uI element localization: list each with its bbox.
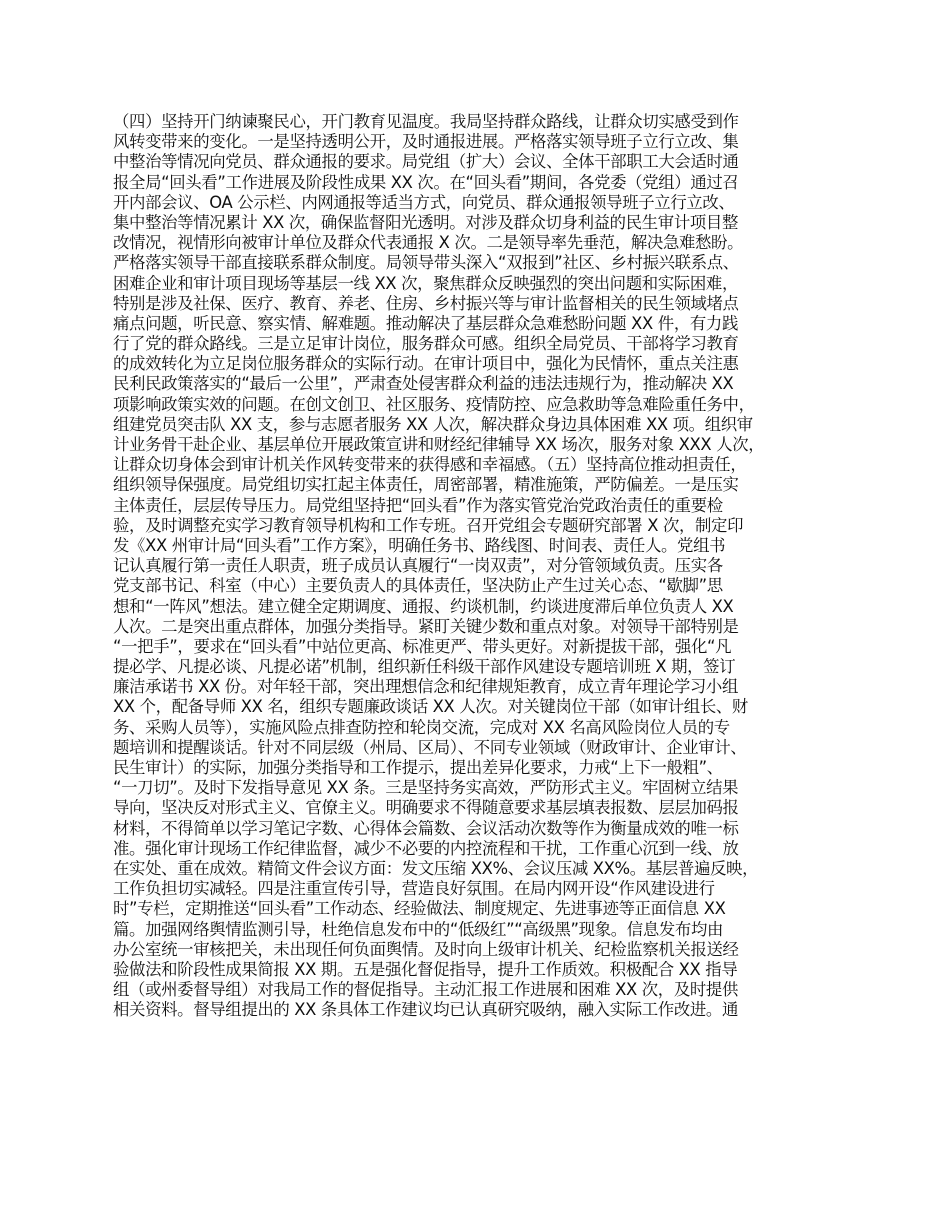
text-line: 特别是涉及社保、医疗、教育、养老、住房、乡村振兴等与审计监督相关的民生领域堵点 bbox=[113, 293, 739, 313]
text-line: 民生审计）的实际，加强分类指导和工作提示，提出差异化要求，力戒“上下一般粗”、 bbox=[113, 758, 723, 777]
text-line: 开内部会议、OA 公示栏、内网通报等适当方式，向党员、群众通报领导班子立行立改、 bbox=[113, 192, 735, 212]
text-line: 篇。加强网络舆情监测引导，杜绝信息发布中的“低级红”“高级黑”现象。信息发布均由 bbox=[113, 919, 724, 939]
text-line: 集中整治等情况累计 XX 次，确保监督阳光透明。对涉及群众切身利益的民生审计项目整 bbox=[113, 212, 738, 232]
text-line: 党支部书记、科室（中心）主要负责人的具体责任，坚决防止产生过关心态、“歇脚”思 bbox=[113, 576, 723, 596]
text-line: 的成效转化为立足岗位服务群众的实际行动。在审计项目中，强化为民情怀，重点关注惠 bbox=[113, 354, 739, 374]
text-line: 改情况，视情形向被审计单位及群众代表通报 X 次。二是领导率先垂范，解决急难愁盼。 bbox=[113, 233, 744, 253]
text-line: 民利民政策落实的“最后一公里”，严肃查处侵害群众利益的违法违规行为，推动解决 XX bbox=[113, 374, 734, 394]
text-line: （四）坚持开门纳谏聚民心，开门教育见温度。我局坚持群众路线，让群众切实感受到作 bbox=[113, 112, 739, 131]
text-line: 务、采购人员等），实施风险点排查防控和轮岗交流，完成对 XX 名高风险岗位人员的专 bbox=[113, 717, 730, 737]
text-line: 相关资料。督导组提出的 XX 条具体工作建议均已认真研究吸纳，融入实际工作改进。通 bbox=[113, 1000, 738, 1020]
text-line: 发《XX 州审计局“回头看”工作方案》，明确任务书、路线图、时间表、责任人。党组书 bbox=[113, 535, 726, 555]
text-line: 组建党员突击队 XX 支，参与志愿者服务 XX 人次，解决群众身边具体困难 XX 项。组织审 bbox=[113, 414, 753, 434]
text-line: 风转变带来的变化。一是坚持透明公开，及时通报进展。严格落实领导班子立行立改、集 bbox=[113, 132, 739, 152]
text-line: XX 个，配备导师 XX 名，组织专题廉政谈话 XX 人次。对关键岗位干部（如审计组长、财 bbox=[113, 697, 748, 717]
text-line: 材料，不得简单以学习笔记字数、心得体会篇数、会议活动次数等作为衡量成效的唯一标 bbox=[113, 818, 739, 838]
text-line: 验做法和阶段性成果简报 XX 期。五是强化督促指导，提升工作质效。积极配合 XX 指导 bbox=[113, 959, 738, 979]
text-line: “一刀切”。及时下发指导意见 XX 条。三是坚持务实高效，严防形式主义。牢固树立结果 bbox=[113, 778, 739, 798]
text-line: 组（或州委督导组）对我局工作的督促指导。主动汇报工作进展和困难 XX 次，及时提供 bbox=[113, 980, 738, 1000]
text-line: 验，及时调整充实学习教育领导机构和工作专班。召开党组会专题研究部署 X 次，制定印 bbox=[113, 515, 744, 535]
text-line: 中整治等情况向党员、群众通报的要求。局党组（扩大）会议、全体干部职工大会适时通 bbox=[113, 152, 739, 172]
text-line: 准。强化审计现场工作纪律监督，减少不必要的内控流程和干扰，工作重心沉到一线、放 bbox=[113, 838, 739, 858]
text-line: 让群众切身体会到审计机关作风转变带来的获得感和幸福感。（五）坚持高位推动担责任， bbox=[113, 455, 747, 475]
text-line: 时”专栏，定期推送“回头看”工作动态、经验做法、制度规定、先进事迹等正面信息 XX bbox=[113, 899, 726, 919]
text-line: 严格落实领导干部直接联系群众制度。局领导带头深入“双报到”社区、乡村振兴联系点、 bbox=[113, 253, 739, 273]
text-line: 在实处、重在成效。精简文件会议方面：发文压缩 XX%、会议压减 XX%。基层普遍反映， bbox=[113, 858, 759, 878]
body-text bbox=[113, 112, 858, 1020]
text-line: 记认真履行第一责任人职责，班子成员认真履行“一岗双责”，对分管领域负责。压实各 bbox=[113, 556, 723, 576]
text-line: 主体责任，层层传导压力。局党组坚持把“回头看”作为落实管党治党政治责任的重要检 bbox=[113, 495, 723, 515]
text-line: 计业务骨干赴企业、基层单位开展政策宣讲和财经纪律辅导 XX 场次，服务对象 XXX 人次， bbox=[113, 435, 765, 454]
text-line: 报全局“回头看”工作进展及阶段性成果 XX 次。在“回头看”期间，各党委（党组）通过召 bbox=[113, 172, 739, 192]
text-line: 提必学、凡提必谈、凡提必诺”机制，组织新任科级干部作风建设专题培训班 X 期，签订 bbox=[113, 657, 736, 677]
text-line: 办公室统一审核把关，未出现任何负面舆情。及时向上级审计机关、纪检监察机关报送经 bbox=[113, 939, 739, 959]
text-line: “一把手”，要求在“回头看”中站位更高、标准更严、带头更好。对新提拔干部，强化“凡 bbox=[113, 636, 732, 656]
text-line: 导向，坚决反对形式主义、官僚主义。明确要求不得随意要求基层填表报数、层层加码报 bbox=[113, 798, 739, 818]
text-line: 困难企业和审计项目现场等基层一线 XX 次，聚焦群众反映强烈的突出问题和实际困难， bbox=[113, 273, 738, 293]
text-line: 项影响政策实效的问题。在创文创卫、社区服务、疫情防控、应急救助等急难险重任务中， bbox=[113, 394, 755, 414]
text-line: 廉洁承诺书 XX 份。对年轻干部，突出理想信念和纪律规矩教育，成立青年理论学习小组 bbox=[113, 677, 738, 697]
text-line: 题培训和提醒谈话。针对不同层级（州局、区局）、不同专业领域（财政审计、企业审计、 bbox=[113, 737, 747, 757]
text-line: 组织领导保强度。局党组切实扛起主体责任，周密部署，精准施策，严防偏差。一是压实 bbox=[113, 475, 739, 495]
text-line: 想和“一阵风”想法。建立健全定期调度、通报、约谈机制，约谈进度滞后单位负责人 XX bbox=[113, 596, 734, 616]
text-line: 痛点问题，听民意、察实情、解难题。推动解决了基层群众急难愁盼问题 XX 件，有力践 bbox=[113, 313, 738, 333]
text-line: 行了党的群众路线。三是立足审计岗位，服务群众可感。组织全局党员、干部将学习教育 bbox=[113, 334, 739, 354]
text-line: 人次。二是突出重点群体，加强分类指导。紧盯关键少数和重点对象。对领导干部特别是 bbox=[113, 616, 739, 636]
text-line: 工作负担切实减轻。四是注重宣传引导，营造良好氛围。在局内网开设“作风建设进行 bbox=[113, 879, 715, 899]
